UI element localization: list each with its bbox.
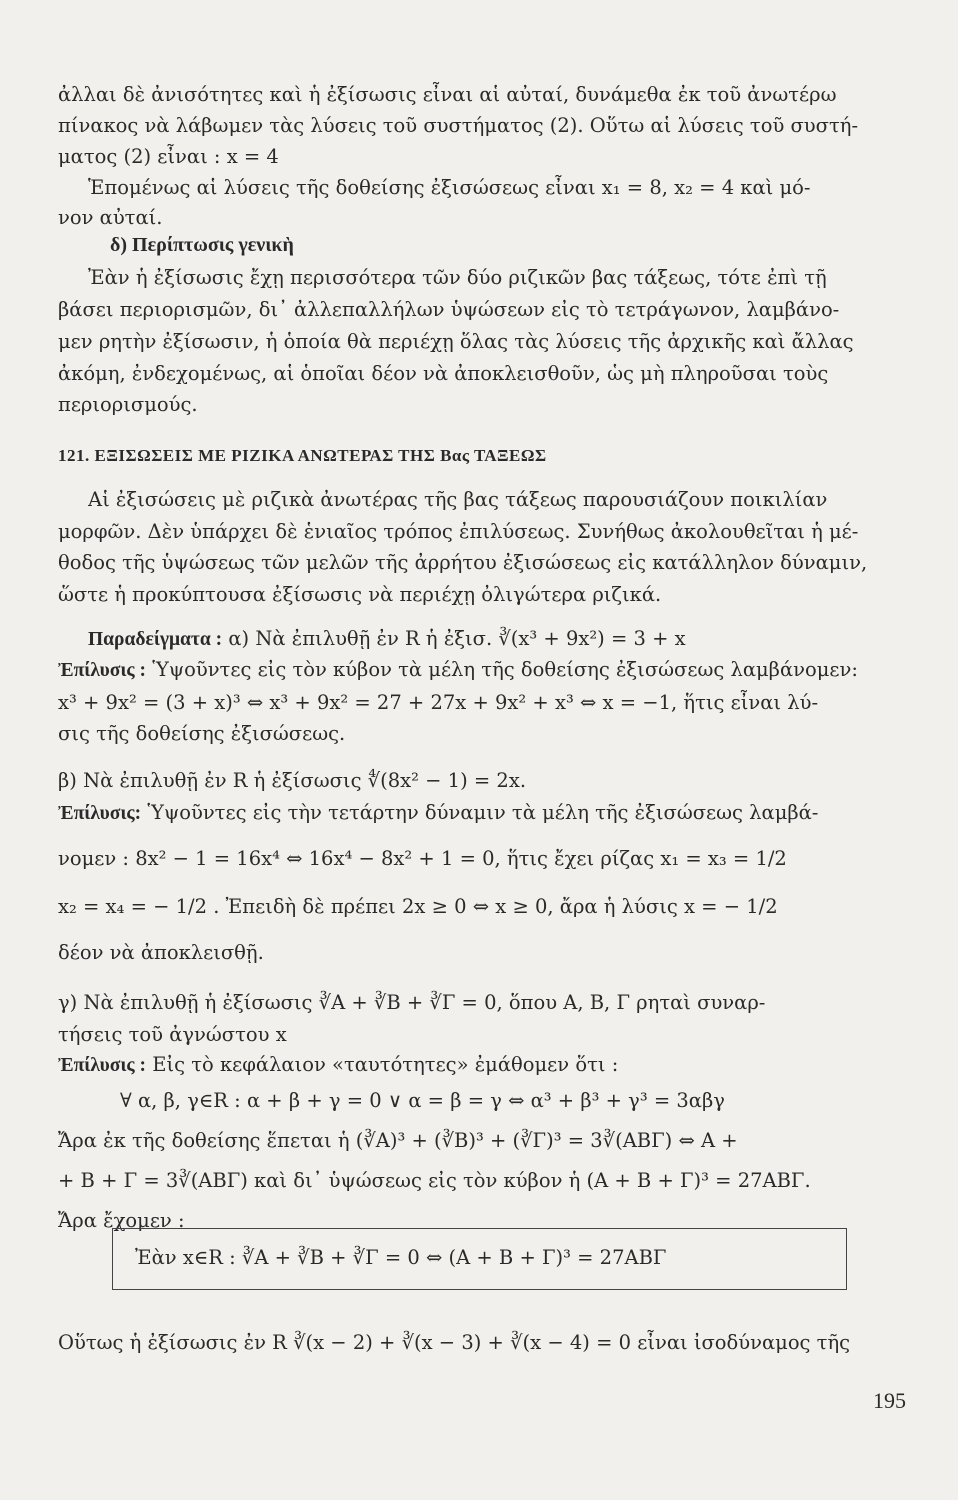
result-box bbox=[112, 1228, 847, 1290]
text-line: νομεν : 8x² − 1 = 16x⁴ ⇔ 16x⁴ − 8x² + 1 = 0, ἥτις ἔχει ρίζας x₁ = x₃ = 1/2 bbox=[58, 847, 787, 870]
text-line: Ἑπομένως αἱ λύσεις τῆς δοθείσης ἐξισώσεως εἶναι x₁ = 8, x₂ = 4 καὶ μό- bbox=[88, 176, 811, 199]
solution-line bbox=[58, 1052, 903, 1079]
text-line: βάσει περιορισμῶν, δι᾿ ἀλλεπαλλήλων ὑψώσεων εἰς τὸ τετράγωνον, λαμβάνο- bbox=[58, 298, 840, 321]
solution-label: Ἐπίλυσις : bbox=[58, 1055, 147, 1076]
solution-line bbox=[58, 657, 903, 684]
text-line: Ἄρα ἐκ τῆς δοθείσης ἕπεται ἡ (∛A)³ + (∛B)³ + (∛Γ)³ = 3∛(ABΓ) ⇔ A + bbox=[58, 1129, 738, 1152]
subsection-heading: δ) Περίπτωσις γενικὴ bbox=[110, 234, 294, 256]
text-line: ὥστε ἡ προκύπτουσα ἐξίσωσις νὰ περιέχῃ ὀλιγώτερα ριζικά. bbox=[58, 583, 662, 606]
text-line: ἀκόμη, ἐνδεχομένως, αἱ ὁποῖαι δέον νὰ ἀποκλεισθοῦν, ὡς μὴ πληροῦσαι τοὺς bbox=[58, 362, 829, 385]
examples-label: Παραδείγματα : bbox=[88, 629, 223, 650]
text-line: μορφῶν. Δὲν ὑπάρχει δὲ ἑνιαῖος τρόπος ἐπιλύσεως. Συνήθως ἀκολουθεῖται ἡ μέ- bbox=[58, 520, 859, 543]
text-line: δέον νὰ ἀποκλεισθῇ. bbox=[58, 941, 264, 964]
text-line: Ἄρα ἔχομεν : bbox=[58, 1209, 185, 1232]
text-line: μεν ρητὴν ἐξίσωσιν, ἡ ὁποία θὰ περιέχῃ ὅλας τὰς λύσεις τῆς ἀρχικῆς καὶ ἄλλας bbox=[58, 330, 854, 353]
text-line: Αἱ ἐξισώσεις μὲ ριζικὰ ἀνωτέρας τῆς βας τάξεως παρουσιάζουν ποικιλίαν bbox=[88, 488, 828, 511]
example-c: γ) Νὰ ἐπιλυθῇ ἡ ἐξίσωσις ∛A + ∛B + ∛Γ = 0, ὅπου A, B, Γ ρηταὶ συναρ- bbox=[58, 991, 766, 1014]
text-line: x₂ = x₄ = − 1/2 . Ἐπειδὴ δὲ πρέπει 2x ≥ 0 ⇔ x ≥ 0, ἄρα ἡ λύσις x = − 1/2 bbox=[58, 895, 778, 918]
text-line: σις τῆς δοθείσης ἐξισώσεως. bbox=[58, 722, 346, 745]
solution-text: Εἰς τὸ κεφάλαιον «ταυτότητες» ἐμάθομεν ὅτι : bbox=[152, 1053, 619, 1076]
text-line: Οὕτως ἡ ἐξίσωσις ἐν R ∛(x − 2) + ∛(x − 3) + ∛(x − 4) = 0 εἶναι ἰσοδύναμος τῆς bbox=[58, 1331, 851, 1354]
identity-line: ∀ α, β, γ∈R : α + β + γ = 0 ∨ α = β = γ ⇔ α³ + β³ + γ³ = 3αβγ bbox=[120, 1089, 725, 1112]
text-line: ἀλλαι δὲ ἀνισότητες καὶ ἡ ἐξίσωσις εἶναι αἱ αὐταί, δυνάμεθα ἐκ τοῦ ἀνωτέρω bbox=[58, 83, 837, 106]
text-line: νον αὐταί. bbox=[58, 206, 163, 229]
example-b: β) Νὰ ἐπιλυθῇ ἐν R ἡ ἐξίσωσις ∜(8x² − 1) = 2x. bbox=[58, 769, 527, 792]
text-line: πίνακος νὰ λάβωμεν τὰς λύσεις τοῦ συστήματος (2). Οὕτω αἱ λύσεις τοῦ συστή- bbox=[58, 114, 859, 137]
example-a: α) Νὰ ἐπιλυθῇ ἐν R ἡ ἐξισ. ∛(x³ + 9x²) = 3 + x bbox=[228, 627, 686, 650]
solution-label: Ἐπίλυσις : bbox=[58, 660, 147, 681]
text-line: τήσεις τοῦ ἀγνώστου x bbox=[58, 1023, 287, 1046]
text-line: ματος (2) εἶναι : x = 4 bbox=[58, 145, 279, 168]
section-heading: 121. ΕΞΙΣΩΣΕΙΣ ΜΕ ΡΙΖΙΚΑ ΑΝΩΤΕΡΑΣ ΤΗΣ Βας ΤΑΞΕΩΣ bbox=[58, 446, 547, 465]
text-line: Ἐὰν ἡ ἐξίσωσις ἔχῃ περισσότερα τῶν δύο ριζικῶν βας τάξεως, τότε ἐπὶ τῇ bbox=[88, 266, 827, 289]
solution-line bbox=[58, 800, 903, 827]
boxed-statement: Ἐὰν x∈R : ∛A + ∛B + ∛Γ = 0 ⇔ (A + B + Γ)³ = 27ABΓ bbox=[135, 1246, 667, 1269]
page-number: 195 bbox=[873, 1388, 906, 1413]
solution-text: Ὑψοῦντες εἰς τὸν κύβον τὰ μέλη τῆς δοθείσης ἐξισώσεως λαμβάνομεν: bbox=[152, 658, 858, 681]
text-line: x³ + 9x² = (3 + x)³ ⇔ x³ + 9x² = 27 + 27x + 9x² + x³ ⇔ x = −1, ἥτις εἶναι λύ- bbox=[58, 691, 819, 714]
solution-label: Ἐπίλυσις: bbox=[58, 803, 142, 824]
text-line: περιορισμούς. bbox=[58, 393, 198, 416]
text-line: + B + Γ = 3∛(ABΓ) καὶ δι᾿ ὑψώσεως εἰς τὸν κύβον ἡ (A + B + Γ)³ = 27ABΓ. bbox=[58, 1169, 811, 1192]
solution-text: Ὑψοῦντες εἰς τὴν τετάρτην δύναμιν τὰ μέλη τῆς ἐξισώσεως λαμβά- bbox=[147, 801, 819, 824]
text-line: θοδος τῆς ὑψώσεως τῶν μελῶν τῆς ἀρρήτου ἐξισώσεως εἰς κατάλληλον δύναμιν, bbox=[58, 551, 868, 574]
examples-line bbox=[88, 626, 903, 653]
